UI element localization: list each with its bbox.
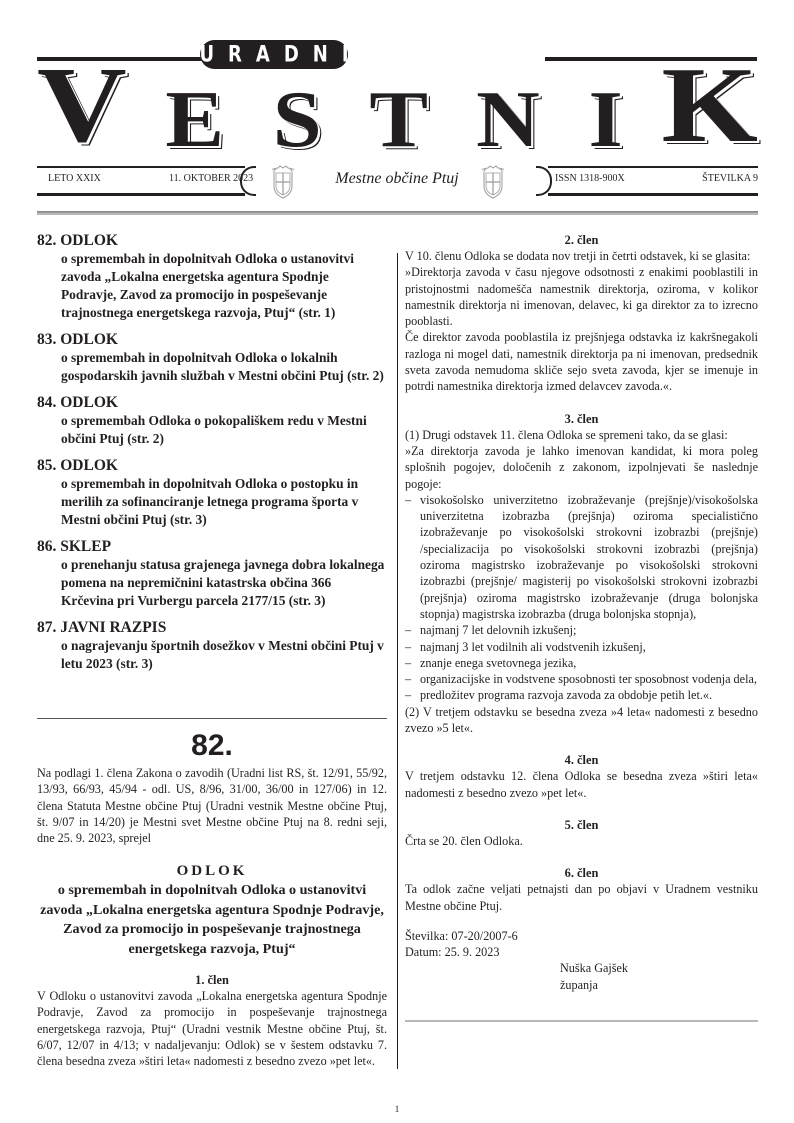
- toc-item-description: o spremembah Odloka o pokopališkem redu v Mestni občini Ptuj (str. 2): [61, 413, 367, 446]
- vestnik-letter: V: [37, 46, 127, 165]
- list-item: – visokošolsko univerzitetno izobraževanje (prejšnje)/visokošolska univerzitetna izobrazba (prejšnja) oziroma specialistično izobraževanje po visokošolski strokovni izobrazbi (prejšnje) /specializacija po visokošolski strokovni izobrazbi (prejšnja) oziroma magistrsko izobraževanje po visokošolski strokovni izobrazbi (prejšnje/ magisterij po visokošolski strokovni izobrazbi (prejšnja) oziroma magistrsko izobraževanje (druga bolonjska stopnja) magistrska izobrazba (druga bolonjska stopnja),: [405, 492, 758, 622]
- band-rule: [548, 193, 758, 196]
- list-item: – znanje enega svetovnega jezika,: [405, 655, 758, 671]
- volume-label: LETO XXIX: [48, 173, 101, 184]
- article-heading: 4. člen: [564, 753, 599, 768]
- article-6: [405, 865, 758, 914]
- header-separator: [37, 211, 758, 215]
- list-item: – najmanj 7 let delovnih izkušenj;: [405, 622, 758, 638]
- act-body-continued: [405, 232, 758, 993]
- article-heading: 1. člen: [195, 973, 229, 987]
- act-title: ODLOK: [176, 863, 248, 879]
- issue-date: 11. OKTOBER 2023: [169, 173, 254, 184]
- article-paragraph: (1) Drugi odstavek 11. člena Odloka se spremeni tako, da se glasi:: [405, 427, 728, 442]
- section-end-rule: [405, 1020, 758, 1022]
- column-divider: [397, 253, 398, 1069]
- toc-item[interactable]: [37, 538, 387, 610]
- article-text: V Odloku o ustanovitvi zavoda „Lokalna energetska agentura Spodnje Podravje, Zavod za promocijo in pospeševanje trajnostnega energetskega razvoja, Ptuj“ (Uradni vestnik Mestne občine Ptuj, št. 6/07, 12/07 in 4/13; v nadaljevanju: Odlok) se v šestem odstavku 7. člena besedna zveza »štiri leta« nadomesti z besedno zvezo »pet let«.: [37, 989, 387, 1069]
- article-3: [405, 411, 758, 737]
- toc-item-number: 87. JAVNI RAZPIS: [37, 619, 167, 636]
- vestnik-letter: T: [369, 76, 429, 164]
- list-item: – najmanj 3 let vodilnih ali vodstvenih izkušenj,: [405, 639, 758, 655]
- toc-item[interactable]: [37, 394, 387, 448]
- toc-item-description: o spremembah in dopolnitvah Odloka o postopku in merilih za sofinanciranje letnega programa športa v Mestni občini Ptuj (str. 3): [61, 476, 359, 527]
- municipality-subtitle: Mestne občine Ptuj: [335, 170, 459, 187]
- band-rule: [37, 193, 245, 196]
- masthead: [0, 0, 794, 215]
- vestnik-letter: I: [588, 76, 623, 164]
- vestnik-letter: K: [661, 46, 758, 165]
- signature-block: [405, 928, 758, 993]
- document-number: Številka: 07-20/2007-6: [405, 928, 518, 943]
- band-rule: [548, 166, 758, 168]
- article-heading: 5. člen: [564, 817, 599, 832]
- page-number: 1: [394, 1104, 400, 1114]
- article-text: Črta se 20. člen Odloka.: [405, 833, 523, 848]
- article-heading: 6. člen: [564, 866, 599, 881]
- toc-item-number: 85. ODLOK: [37, 457, 118, 474]
- list-item: – organizacijske in vodstvene sposobnosti ter sposobnost vodenja dela,: [405, 671, 758, 687]
- toc-item-description: o spremembah in dopolnitvah Odloka o ustanovitvi zavoda „Lokalna energetska agentura Spodnje Podravje, Zavod za promocijo in pospeševanje trajnostnega energetskega razvoja, Ptuj“ (str. 1): [61, 251, 354, 320]
- issn-label: ISSN 1318-900X: [555, 173, 625, 184]
- article-1: [37, 972, 387, 1069]
- article-text: V tretjem odstavku 12. člena Odloka se besedna zveza »štiri leta« nadomesti z besedno zvezo »pet let«.: [405, 769, 758, 800]
- toc-separator: [37, 718, 387, 719]
- vestnik-letter: E: [165, 76, 225, 164]
- table-of-contents: [37, 232, 387, 682]
- article-paragraph: Če direktor zavoda pooblastila iz prejšnjega odstavka iz kakršnegakoli razloga ni mogel dati, namestnik direktorja pa ni imenovan, predsednik sveta zavoda nemudoma skliče sejo sveta zavoda, kjer se imenuje in potrdi namestnika direktorja izmed delavcev zavoda.«.: [405, 330, 758, 394]
- act-number: 82.: [191, 729, 233, 762]
- toc-item-number: 84. ODLOK: [37, 394, 118, 411]
- vestnik-letter: N: [475, 76, 540, 164]
- uradni-banner: [199, 40, 363, 69]
- conditions-list: [405, 492, 758, 704]
- article-text: Ta odlok začne veljati petnajsti dan po objavi v Uradnem vestniku Mestne občine Ptuj.: [405, 882, 758, 913]
- article-4: [405, 752, 758, 801]
- article-heading: 3. člen: [564, 411, 599, 426]
- band-rule: [37, 166, 245, 168]
- act-preamble: Na podlagi 1. člena Zakona o zavodih (Uradni list RS, št. 12/91, 55/92, 13/93, 66/93, 45/94 - odl. US, 8/96, 31/00, 36/00 in 127/06) in 12. člena Statuta Mestne občine Ptuj (Uradni vestnik Mestne občine Ptuj, št. 9/07 in 14/20) je Mestni svet Mestne občine Ptuj na 8. redni seji, dne 25. 9. 2023, sprejel: [37, 766, 387, 846]
- coat-of-arms-icon: [481, 164, 505, 200]
- toc-item[interactable]: [37, 457, 387, 529]
- toc-item[interactable]: [37, 232, 387, 322]
- signatory-title: županja: [560, 977, 598, 992]
- toc-item-description: o spremembah in dopolnitvah Odloka o lokalnih gospodarskih javnih službah v Mestni občini Ptuj (str. 2): [61, 350, 384, 383]
- article-paragraph: V 10. členu Odloka se dodata nov tretji in četrti odstavek, ki se glasita:: [405, 249, 751, 263]
- article-paragraph: »Za direktorja zavoda je lahko imenovan kandidat, ki mora poleg splošnih pogojev, določenih z zakonom, izpolnjevati še naslednje pogoje:: [405, 443, 758, 491]
- toc-item-number: 82. ODLOK: [37, 232, 118, 249]
- coat-of-arms-icon: [271, 164, 295, 200]
- toc-item-description: o prenehanju statusa grajenega javnega dobra lokalnega pomena na nepremičnini katastrska občina 366 Krčevina pri Vurbergu parcela 2177/15 (str. 3): [61, 557, 385, 608]
- article-heading: 2. člen: [564, 233, 599, 247]
- masthead-info-band: [0, 164, 794, 198]
- toc-item-number: 83. ODLOK: [37, 331, 118, 348]
- article-5: [405, 817, 758, 849]
- uradni-label: URADNI: [199, 41, 363, 68]
- article-2: [405, 232, 758, 395]
- vestnik-letter: S: [272, 76, 322, 164]
- toc-item-number: 86. SKLEP: [37, 538, 112, 555]
- signatory-name: Nuška Gajšek: [560, 961, 629, 976]
- issue-number: ŠTEVILKA 9: [702, 173, 758, 184]
- toc-item-description: o nagrajevanju športnih dosežkov v Mestni občini Ptuj v letu 2023 (str. 3): [61, 638, 384, 671]
- article-paragraph: »Direktorja zavoda v času njegove odsotnosti z enakimi pooblastili in pristojnostmi nadomešča namestnik direktorja, oziroma, v kolikor namestnik direktorja ni imenovan, delavec, ki ga direktor za to izrecno pooblasti.: [405, 265, 758, 329]
- act-subtitle: o spremembah in dopolnitvah Odloka o ustanovitvi zavoda „Lokalna energetska agentura Spodnje Podravje, Zavod za promocijo in pospeševanje trajnostnega energetskega razvoja, Ptuj“: [40, 882, 384, 957]
- toc-item[interactable]: [37, 619, 387, 673]
- band-bracket-right: [536, 166, 552, 196]
- toc-item[interactable]: [37, 331, 387, 385]
- list-item: – predložitev programa razvoja zavoda za obdobje petih let.«.: [405, 687, 758, 703]
- document-date: Datum: 25. 9. 2023: [405, 945, 500, 960]
- article-paragraph: (2) V tretjem odstavku se besedna zveza »4 leta« nadomesti z besedno zvezo »5 let«.: [405, 704, 758, 736]
